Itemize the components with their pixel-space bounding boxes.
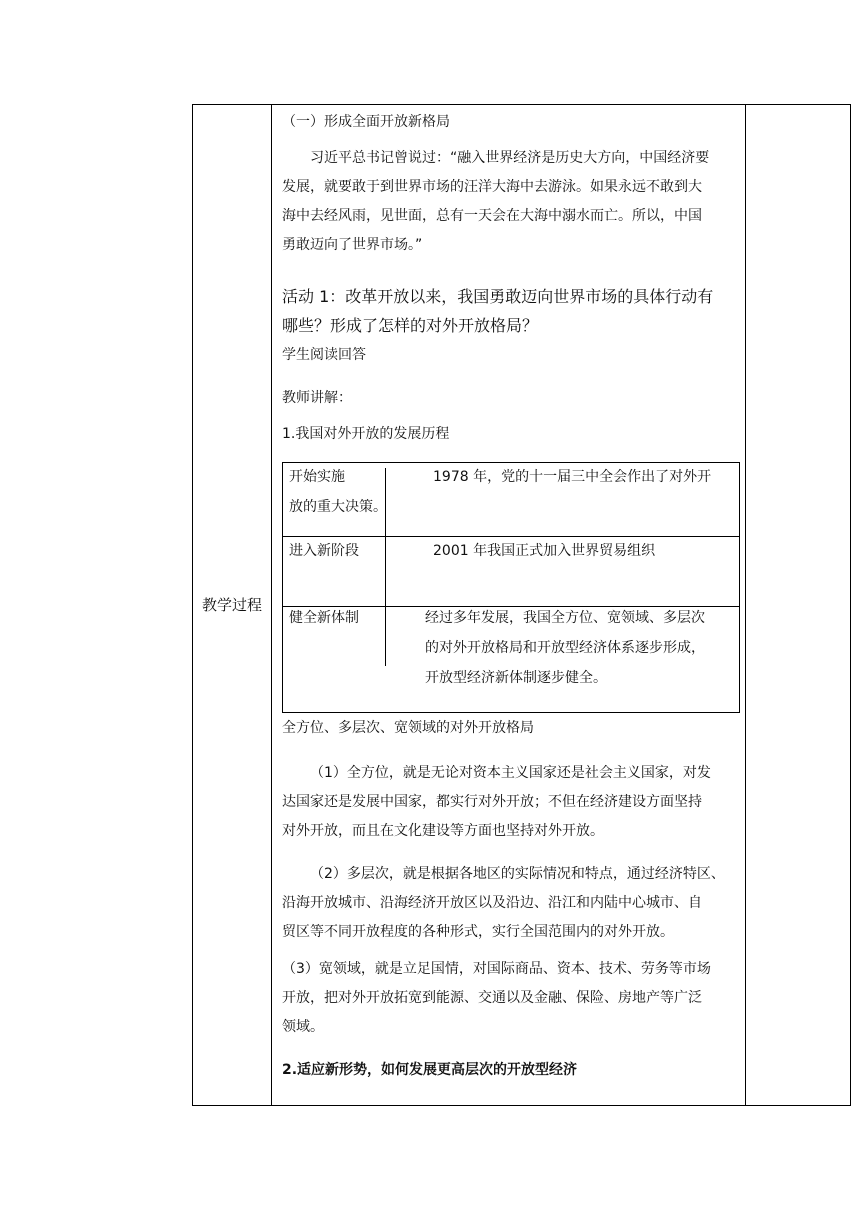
point-line: 沿海开放城市、沿海经济开放区以及沿边、沿江和内陆中心城市、自 <box>282 895 702 911</box>
point-line: 对外开放，而且在文化建设等方面也坚持对外开放。 <box>282 823 604 839</box>
history-heading: 1.我国对外开放的发展历程 <box>282 426 450 442</box>
teacher-explain: 教师讲解： <box>282 390 352 406</box>
column-divider-right <box>745 104 746 1105</box>
timeline-desc: 2001 年我国正式加入世界贸易组织 <box>433 543 656 559</box>
timeline-stage: 健全新体制 <box>289 610 359 626</box>
point-line: 领域。 <box>282 1019 324 1035</box>
pattern-heading: 全方位、多层次、宽领域的对外开放格局 <box>282 720 534 736</box>
point-line: 开放，把对外开放拓宽到能源、交通以及金融、保险、房地产等广泛 <box>282 990 702 1006</box>
point-line: 贸区等不同开放程度的各种形式，实行全国范围内的对外开放。 <box>282 924 674 940</box>
activity-line: 活动 1：改革开放以来，我国勇敢迈向世界市场的具体行动有 <box>282 287 714 306</box>
side-label: 教学过程 <box>202 596 263 614</box>
quote-line: 勇敢迈向了世界市场。” <box>282 237 423 253</box>
point-line: （3）宽领域，就是立足国情，对国际商品、资本、技术、劳务等市场 <box>282 961 711 977</box>
timeline-stage: 开始实施 <box>289 469 345 485</box>
timeline-desc: 开放型经济新体制逐步健全。 <box>425 670 607 686</box>
timeline-stage: 放的重大决策。 <box>289 499 387 515</box>
timeline-desc: 1978 年，党的十一届三中全会作出了对外开 <box>433 469 712 485</box>
point-line: （2）多层次，就是根据各地区的实际情况和特点，通过经济特区、 <box>310 866 725 882</box>
column-divider-left <box>271 104 272 1105</box>
quote-line: 海中去经风雨，见世面，总有一天会在大海中溺水而亡。所以，中国 <box>282 208 702 224</box>
next-heading: 2.适应新形势，如何发展更高层次的开放型经济 <box>282 1062 578 1078</box>
quote-line: 发展，就要敢于到世界市场的汪洋大海中去游泳。如果永远不敢到大 <box>282 179 702 195</box>
student-reading: 学生阅读回答 <box>282 347 366 363</box>
timeline-desc: 经过多年发展，我国全方位、宽领域、多层次 <box>425 610 705 626</box>
timeline-desc: 的对外开放格局和开放型经济体系逐步形成， <box>425 640 705 656</box>
quote-line: 习近平总书记曾说过：“融入世界经济是历史大方向，中国经济要 <box>310 150 710 166</box>
point-line: （1）全方位，就是无论对资本主义国家还是社会主义国家，对发 <box>310 765 711 781</box>
section-title: （一）形成全面开放新格局 <box>282 114 450 130</box>
timeline-stage: 进入新阶段 <box>289 543 359 559</box>
activity-line: 哪些？形成了怎样的对外开放格局？ <box>282 316 539 335</box>
point-line: 达国家还是发展中国家，都实行对外开放；不但在经济建设方面坚持 <box>282 794 702 810</box>
